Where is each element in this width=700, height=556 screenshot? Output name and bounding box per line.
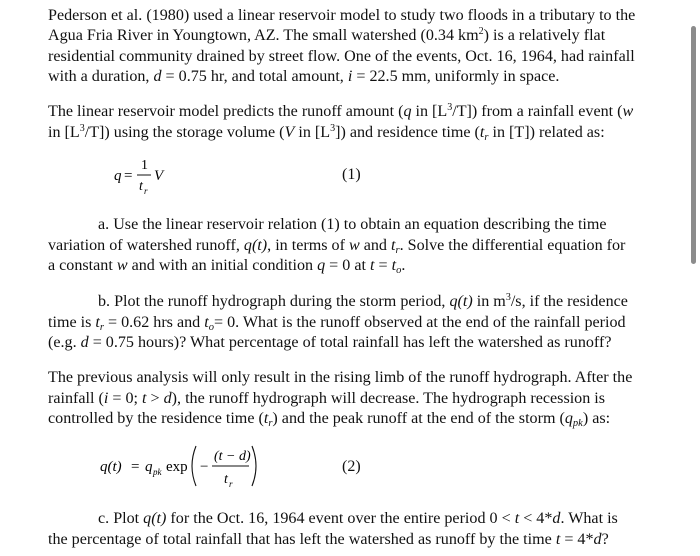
eq2-lhs: q(t) <box>100 459 122 475</box>
eq2-denominator: t <box>224 472 228 487</box>
part-c-line-2: the percentage of total rainfall that has left the watershed as runoff by the time t = 4*d? <box>48 530 609 548</box>
eq1-numerator: 1 <box>141 158 148 173</box>
vertical-scrollbar[interactable] <box>691 26 696 264</box>
intro-line-1: Pederson et al. (1980) used a linear reservoir model to study two floods in a tributary to the <box>48 7 636 24</box>
eq1-denominator: t <box>139 179 143 194</box>
eq2-q-sub: pk <box>153 467 162 477</box>
eq2-left-paren <box>192 446 196 486</box>
eq2-numerator: (t − d) <box>214 449 251 464</box>
part-c-line-1: c. Plot q(t) for the Oct. 16, 1964 event over the entire period 0 < t < 4*d. What is <box>98 510 618 527</box>
part-b-line-3: (e.g. d = 0.75 hours)? What percentage of total rainfall has left the watershed as runoff? <box>48 334 612 351</box>
eq2-minus: − <box>200 459 209 475</box>
recession-line-2: rainfall (i = 0; t > d), the runoff hydrograph will decrease. The hydrograph recession is <box>48 389 606 407</box>
model-line-2: in $[L^3/T]$) using the storage volume (V in $[L^3]$) and residence time ($t_r$ in [T]) related as: <box>48 122 605 143</box>
intro-line-4: with a duration, d = 0.75 hr, and total amount, i = 22.5 mm, uniformly in space. <box>48 68 560 85</box>
model-line-1: The linear reservoir model predicts the runoff amount (q in $[L^3/T]$) from a rainfall event (w <box>48 102 634 120</box>
recession-line-3: controlled by the residence time $(t_r)$ and the peak runoff at the end of the storm $(q_{pk})$ as: <box>48 410 611 429</box>
equation-1-number: (1) <box>342 166 361 183</box>
eq2-q: q <box>145 459 153 475</box>
eq1-lhs: q <box>114 168 122 184</box>
part-a-line-3: a constant w and with an initial condition q = 0 at $t = t_o$. <box>48 257 406 276</box>
eq1-rhs: V <box>154 168 164 184</box>
equation-2 <box>96 436 266 496</box>
equation-1 <box>108 150 178 196</box>
eq2-equals: = <box>131 459 140 475</box>
part-b-line-2: time is $t_r = 0.62$ hrs and $t_o= 0$. What is the runoff observed at the end of the rainfall period <box>48 313 626 333</box>
recession-line-1: The previous analysis will only result in the rising limb of the runoff hydrograph. After the <box>48 369 633 386</box>
eq2-denominator-sub: r <box>229 479 233 489</box>
eq2-exp: exp <box>166 459 188 475</box>
intro-line-3: residential community drained by street flow. One of the events, Oct. 16, 1964, had rainfall <box>48 47 635 65</box>
intro-line-2: Agua Fria River in Youngtown, AZ. The small watershed (0.34 $km^2$) is a relatively flat <box>48 26 606 44</box>
equation-2-number: (2) <box>342 458 361 475</box>
eq1-denominator-sub: r <box>144 186 148 196</box>
eq1-equals: = <box>124 168 133 184</box>
part-a-line-1: a. Use the linear reservoir relation (1) to obtain an equation describing the time <box>98 216 607 233</box>
part-a-line-2: variation of watershed runoff, q(t), in terms of w and $t_r$. Solve the differential equation for <box>48 236 626 256</box>
eq2-right-paren <box>252 446 256 486</box>
part-b-line-1: b. Plot the runoff hydrograph during the storm period, q(t) in $m^3/s$, if the residence <box>98 292 628 310</box>
